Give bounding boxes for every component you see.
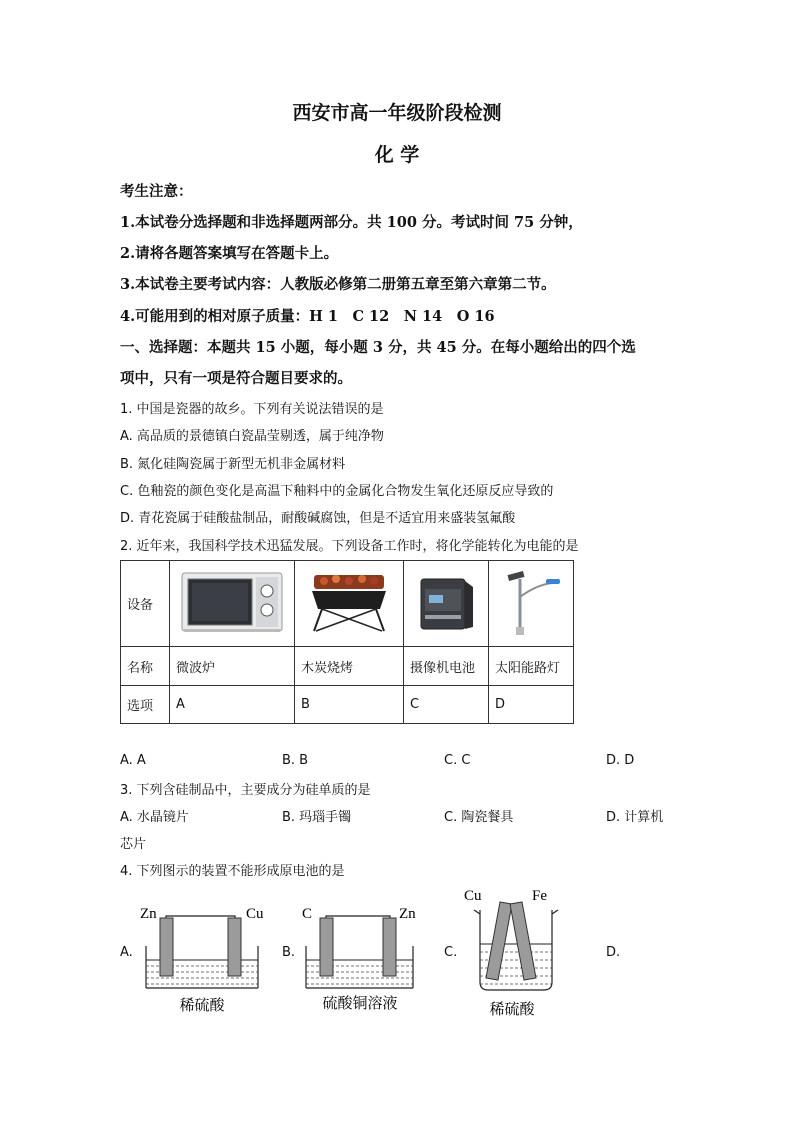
letter-d: D bbox=[489, 686, 574, 724]
q2-stem: 2. 近年来，我国科学技术迅猛发展。下列设备工作时，将化学能转化为电能的是 bbox=[120, 539, 579, 554]
fig-a-caption: 稀硫酸 bbox=[179, 998, 225, 1014]
battery-image bbox=[404, 561, 489, 647]
letter-b: B bbox=[295, 686, 404, 724]
name-b: 木炭烧烤 bbox=[295, 647, 404, 686]
q1-stem: 1. 中国是瓷器的故乡。下列有关说法错误的是 bbox=[120, 402, 384, 417]
street-lamp-image bbox=[489, 561, 574, 647]
q1-option-a: A. 高品质的景德镇白瓷晶莹剔透，属于纯净物 bbox=[120, 429, 384, 444]
q4-stem: 4. 下列图示的装置不能形成原电池的是 bbox=[120, 864, 345, 879]
device-table bbox=[120, 560, 574, 724]
section-heading-line1: 一、选择题：本题共 15 小题，每小题 3 分，共 45 分。在每小题给出的四个选 bbox=[120, 339, 636, 356]
notice-heading: 考生注意： bbox=[120, 183, 193, 200]
exam-title: 西安市高一年级阶段检测 bbox=[292, 102, 502, 124]
fig-a-left-label: Zn bbox=[140, 906, 157, 922]
q3-stem: 3. 下列含硅制品中，主要成分为硅单质的是 bbox=[120, 783, 371, 798]
q2-answer-c: C. C bbox=[444, 753, 471, 768]
section-heading-line2: 项中，只有一项是符合题目要求的。 bbox=[120, 370, 352, 387]
row-label-device: 设备 bbox=[121, 561, 170, 647]
grill-image bbox=[295, 561, 404, 647]
fig-c-left-label: Cu bbox=[464, 888, 482, 904]
cell-figure-a bbox=[138, 900, 268, 1018]
notice-item-2: 2.请将各题答案填写在答题卡上。 bbox=[120, 245, 339, 262]
fig-a-right-label: Cu bbox=[246, 906, 264, 922]
fig-b-left-label: C bbox=[302, 906, 313, 922]
q3-option-c: C. 陶瓷餐具 bbox=[444, 810, 514, 825]
q3-option-a: A. 水晶镜片 bbox=[120, 810, 189, 825]
q1-option-c: C. 色釉瓷的颜色变化是高温下釉料中的金属化合物发生氧化还原反应导致的 bbox=[120, 484, 554, 499]
name-a: 微波炉 bbox=[170, 647, 295, 686]
q2-answer-b: B. B bbox=[282, 753, 309, 768]
letter-c: C bbox=[404, 686, 489, 724]
notice-item-4: 4.可能用到的相对原子质量：H 1 C 12 N 14 O 16 bbox=[120, 308, 495, 325]
cell-figure-b bbox=[298, 900, 428, 1018]
q1-option-b: B. 氮化硅陶瓷属于新型无机非金属材料 bbox=[120, 457, 346, 472]
q2-answer-a: A. A bbox=[120, 753, 146, 768]
q4-label-a: A. bbox=[120, 945, 133, 960]
notice-item-1: 1.本试卷分选择题和非选择题两部分。共 100 分。考试时间 75 分钟， bbox=[120, 214, 583, 231]
q2-answer-d: D. D bbox=[606, 753, 635, 768]
q3-option-d: D. 计算机 bbox=[606, 810, 664, 825]
q1-option-d: D. 青花瓷属于硅酸盐制品，耐酸碱腐蚀，但是不适宜用来盛装氢氟酸 bbox=[120, 511, 516, 526]
fig-b-caption: 硫酸铜溶液 bbox=[322, 996, 398, 1012]
fig-c-right-label: Fe bbox=[532, 888, 547, 904]
name-d: 太阳能路灯 bbox=[489, 647, 574, 686]
q4-label-d: D. bbox=[606, 945, 621, 960]
cell-figure-c bbox=[460, 882, 570, 1022]
q3-option-d-wrap: 芯片 bbox=[120, 837, 147, 852]
fig-b-right-label: Zn bbox=[399, 906, 416, 922]
q3-option-b: B. 玛瑙手镯 bbox=[282, 810, 352, 825]
q4-label-c: C. bbox=[444, 945, 458, 960]
subject-title: 化 学 bbox=[374, 144, 420, 166]
fig-c-caption: 稀硫酸 bbox=[489, 1002, 535, 1018]
letter-a: A bbox=[170, 686, 295, 724]
row-label-name: 名称 bbox=[121, 647, 170, 686]
microwave-image bbox=[170, 561, 295, 647]
row-label-option: 选项 bbox=[121, 686, 170, 724]
name-c: 摄像机电池 bbox=[404, 647, 489, 686]
notice-item-3: 3.本试卷主要考试内容：人教版必修第二册第五章至第六章第二节。 bbox=[120, 276, 556, 293]
q4-label-b: B. bbox=[282, 945, 296, 960]
